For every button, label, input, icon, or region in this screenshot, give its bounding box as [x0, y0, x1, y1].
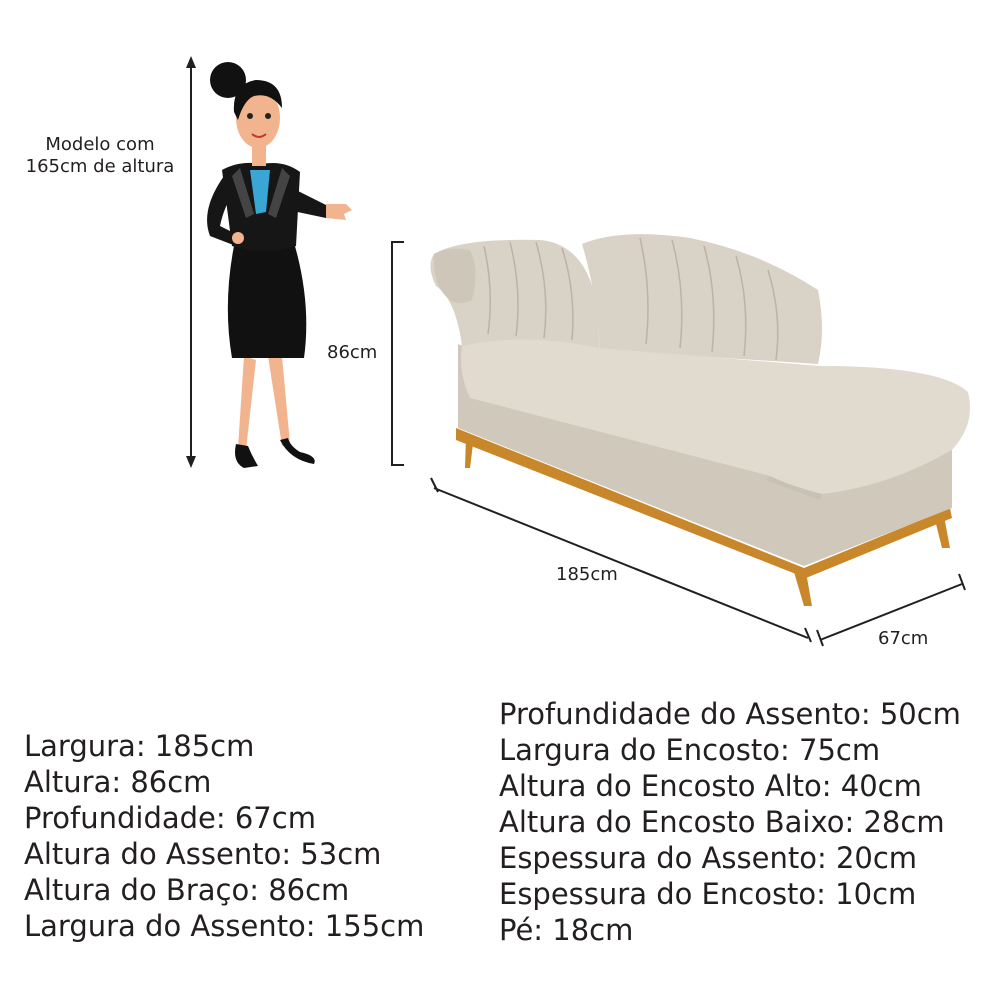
- spec-backrest-width: Largura do Encosto: 75cm: [499, 733, 881, 767]
- spec-seat-width: Largura do Assento: 155cm: [24, 909, 425, 943]
- spec-depth: Profundidade: 67cm: [24, 801, 316, 835]
- model-height-caption: [10, 134, 190, 178]
- spec-high-backrest-height: Altura do Encosto Alto: 40cm: [499, 769, 922, 803]
- sofa-width-label: 185cm: [556, 564, 618, 585]
- spec-width: Largura: 185cm: [24, 729, 255, 763]
- spec-backrest-thickness: Espessura do Encosto: 10cm: [499, 877, 917, 911]
- spec-seat-height: Altura do Assento: 53cm: [24, 837, 382, 871]
- specs-right-list: [499, 696, 961, 948]
- model-caption-line1: Modelo com: [45, 134, 155, 155]
- chaise-sofa: [430, 234, 970, 606]
- spec-seat-thickness: Espessura do Assento: 20cm: [499, 841, 918, 875]
- model-height-arrow: [186, 56, 196, 468]
- model-caption-line2: 165cm de altura: [25, 156, 175, 177]
- spec-height: Altura: 86cm: [24, 765, 212, 799]
- sofa-depth-label: 67cm: [878, 628, 929, 649]
- spec-arm-height: Altura do Braço: 86cm: [24, 873, 350, 907]
- spec-low-backrest-height: Altura do Encosto Baixo: 28cm: [499, 805, 945, 839]
- sofa-height-bracket: [392, 242, 404, 465]
- sofa-height-label: 86cm: [327, 342, 378, 363]
- specs-left-list: [24, 728, 424, 944]
- spec-seat-depth: Profundidade do Assento: 50cm: [499, 697, 961, 731]
- model-figure: [207, 62, 352, 468]
- spec-foot: Pé: 18cm: [499, 913, 634, 947]
